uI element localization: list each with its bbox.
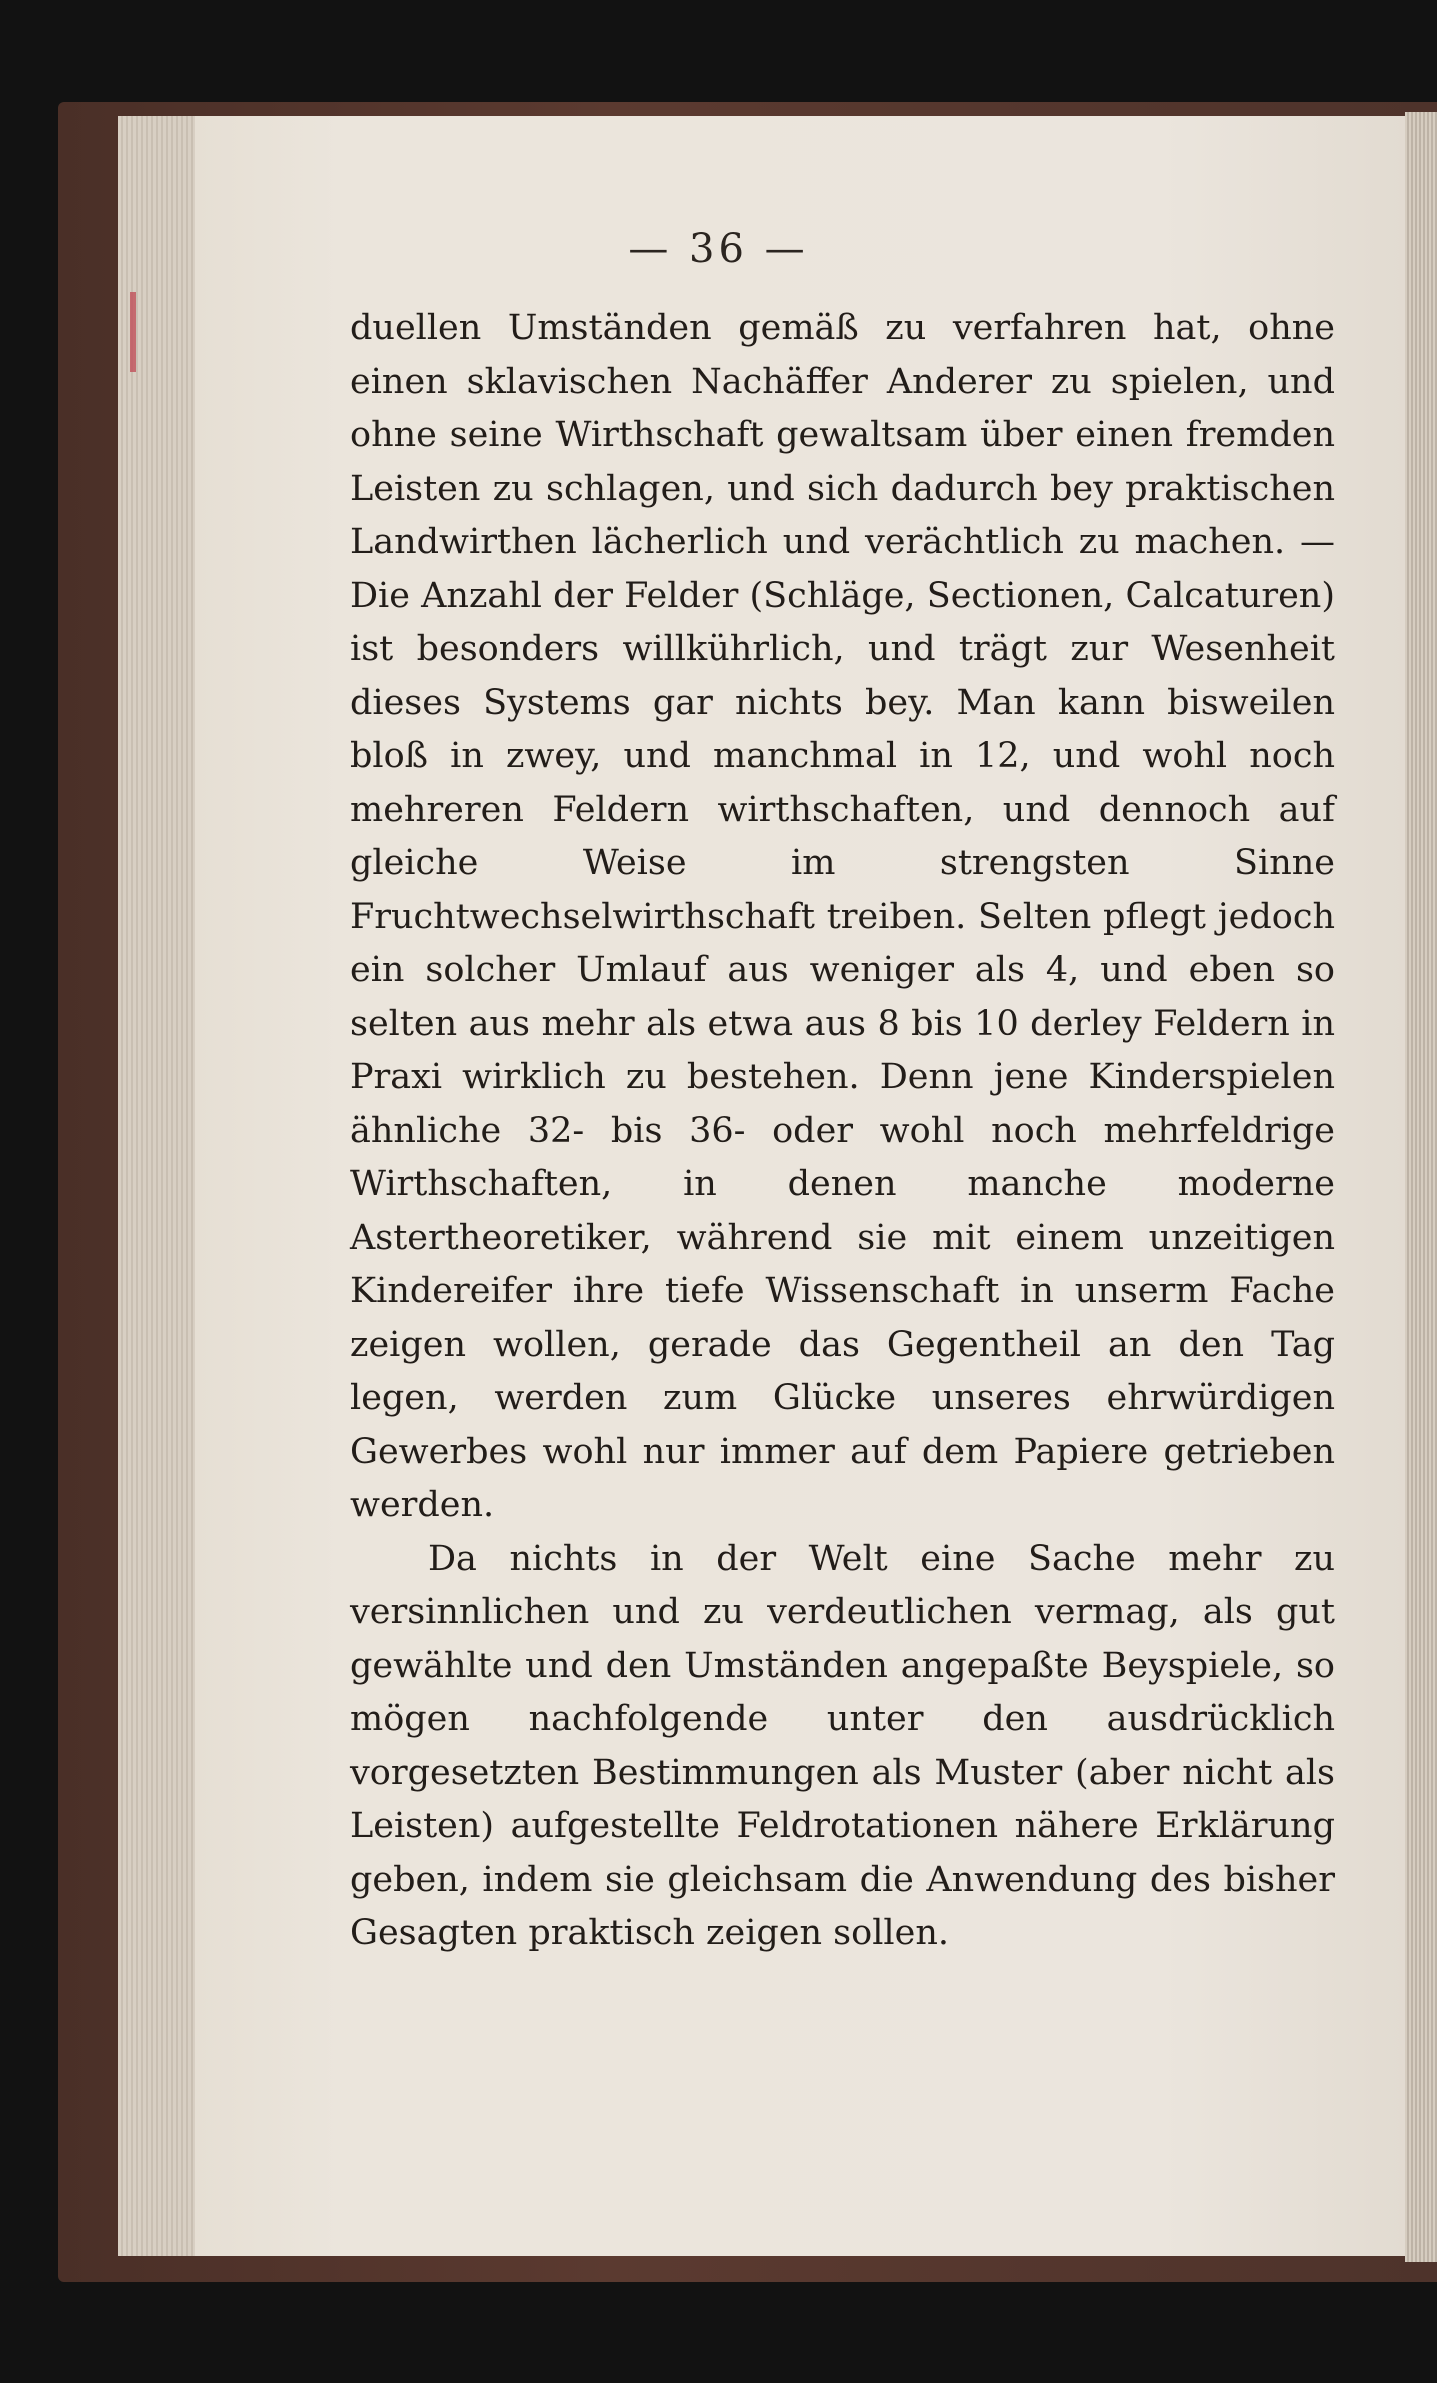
page-body <box>350 302 1335 1961</box>
paragraph-1: duellen Umständen gemäß zu verfahren hat, ohne einen sklavischen Nachäffer Anderer zu spielen, und ohne seine Wirthschaft gewaltsam über einen fremden Leisten zu schlagen, und sich dadurch bey praktischen Landwirthen lächerlich und verächtlich zu machen. — Die Anzahl der Felder (Schläge, Sectionen, Calcaturen) ist besonders willkührlich, und trägt zur Wesenheit dieses Systems gar nichts bey. Man kann bisweilen bloß in zwey, und manchmal in 12, und wohl noch mehreren Feldern wirthschaften, und dennoch auf gleiche Weise im strengsten Sinne Fruchtwechselwirthschaft treiben. Selten pflegt jedoch ein solcher Umlauf aus weniger als 4, und eben so selten aus mehr als etwa aus 8 bis 10 derley Feldern in Praxi wirklich zu bestehen. Denn jene Kinderspielen ähnliche 32- bis 36- oder wohl noch mehrfeldrige Wirthschaften, in denen manche moderne Astertheoretiker, während sie mit einem unzeitigen Kindereifer ihre tiefe Wissenschaft in unserm Fache zeigen wollen, gerade das Gegentheil an den Tag legen, werden zum Glücke unseres ehrwürdigen Gewerbes wohl nur immer auf dem Papiere getrieben werden. <box>350 308 1335 1525</box>
page-stack-left <box>118 116 198 2256</box>
bookmark-ribbon <box>130 292 136 372</box>
paragraph-2: Da nichts in der Welt eine Sache mehr zu versinnlichen und zu verdeutlichen vermag, als gut gewählte und den Umständen angepaßte Beyspiele, so mögen nachfolgende unter den ausdrücklich vorgesetzten Bestimmungen als Muster (aber nicht als Leisten) aufgestellte Feldrotationen nähere Erklärung geben, indem sie gleichsam die Anwendung des bisher Gesagten praktisch zeigen sollen. <box>350 1538 1335 1953</box>
page-edge-right <box>1405 112 1437 2262</box>
page-number: — 36 — <box>628 226 809 272</box>
